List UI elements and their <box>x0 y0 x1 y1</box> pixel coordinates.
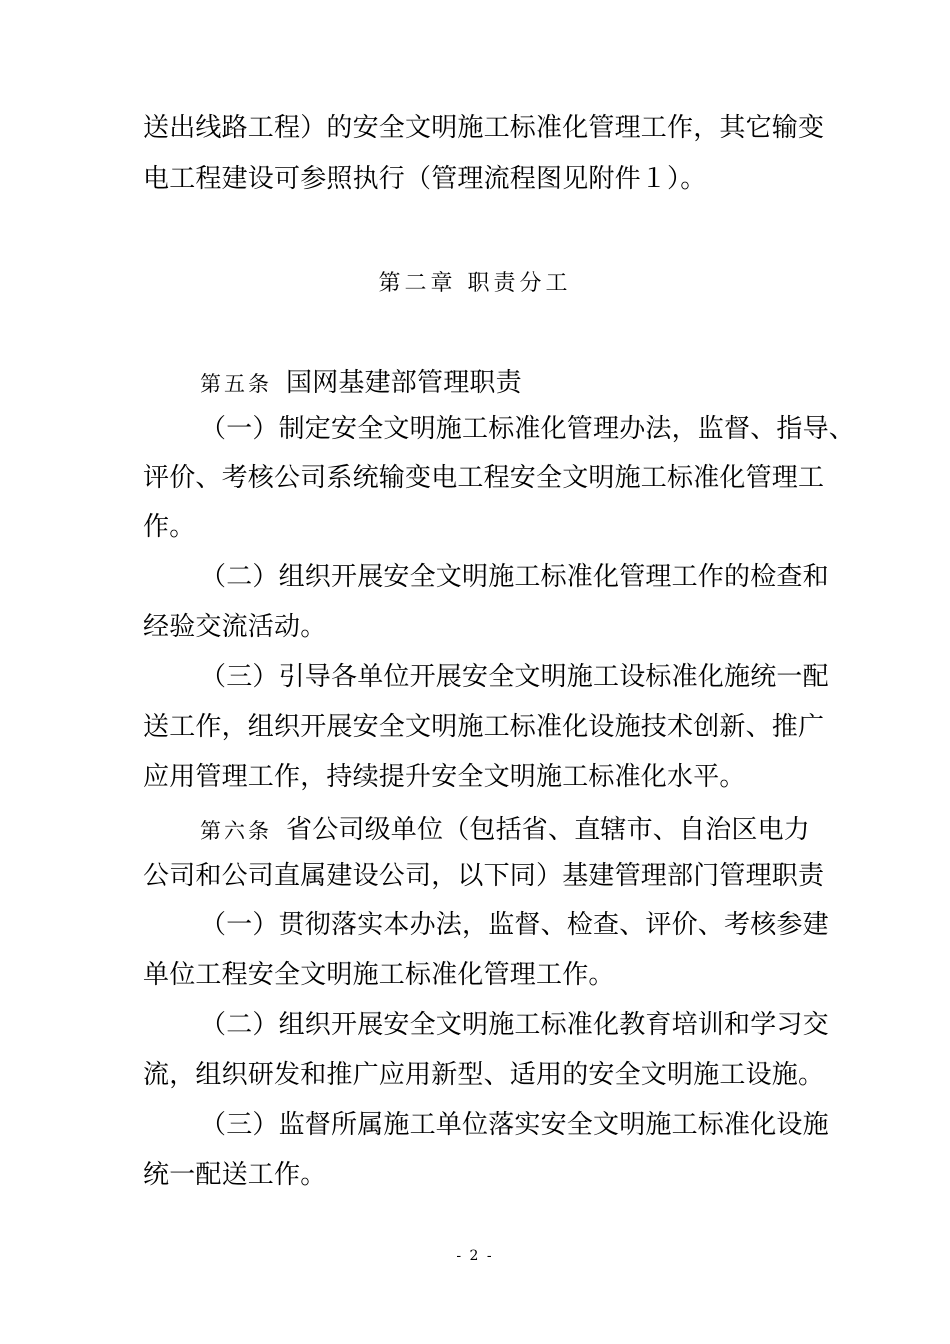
body-line: 公司和公司直属建设公司，以下同）基建管理部门管理职责 <box>143 861 825 891</box>
body-line: （二）组织开展安全文明施工标准化教育培训和学习交 <box>200 1010 829 1040</box>
body-line: 电工程建设可参照执行（管理流程图见附件１）。 <box>143 164 707 194</box>
body-line: 单位工程安全文明施工标准化管理工作。 <box>143 960 615 990</box>
body-line: （二）组织开展安全文明施工标准化管理工作的检查和 <box>200 562 829 592</box>
body-line: （一）制定安全文明施工标准化管理办法，监督、指导、 <box>200 414 856 444</box>
body-line: 送出线路工程）的安全文明施工标准化管理工作，其它输变 <box>143 113 825 143</box>
body-line: 评价、考核公司系统输变电工程安全文明施工标准化管理工 <box>143 463 825 493</box>
body-line: 应用管理工作，持续提升安全文明施工标准化水平。 <box>143 762 746 792</box>
body-line: （一）贯彻落实本办法，监督、检查、评价、考核参建 <box>200 910 829 940</box>
body-line: 统一配送工作。 <box>143 1160 327 1190</box>
body-line: 流，组织研发和推广应用新型、适用的安全文明施工设施。 <box>143 1060 825 1090</box>
body-line: 送工作，组织开展安全文明施工标准化设施技术创新、推广 <box>143 712 825 742</box>
body-line: （三）引导各单位开展安全文明施工设标准化施统一配 <box>200 662 829 692</box>
article-5-label: 第五条 <box>200 372 272 396</box>
article-6-heading <box>200 812 810 849</box>
body-line: 作。 <box>143 512 196 542</box>
article-6-label: 第六条 <box>200 819 272 843</box>
body-line: （三）监督所属施工单位落实安全文明施工标准化设施 <box>200 1110 829 1140</box>
article-5-title: 国网基建部管理职责 <box>286 368 522 398</box>
page-number: - 2 - <box>456 1248 494 1264</box>
article-6-title: 省公司级单位（包括省、直辖市、自治区电力 <box>286 815 811 845</box>
body-line: 经验交流活动。 <box>143 612 327 642</box>
article-5-heading <box>200 365 522 402</box>
chapter-heading: 第二章 职责分工 <box>378 271 572 296</box>
